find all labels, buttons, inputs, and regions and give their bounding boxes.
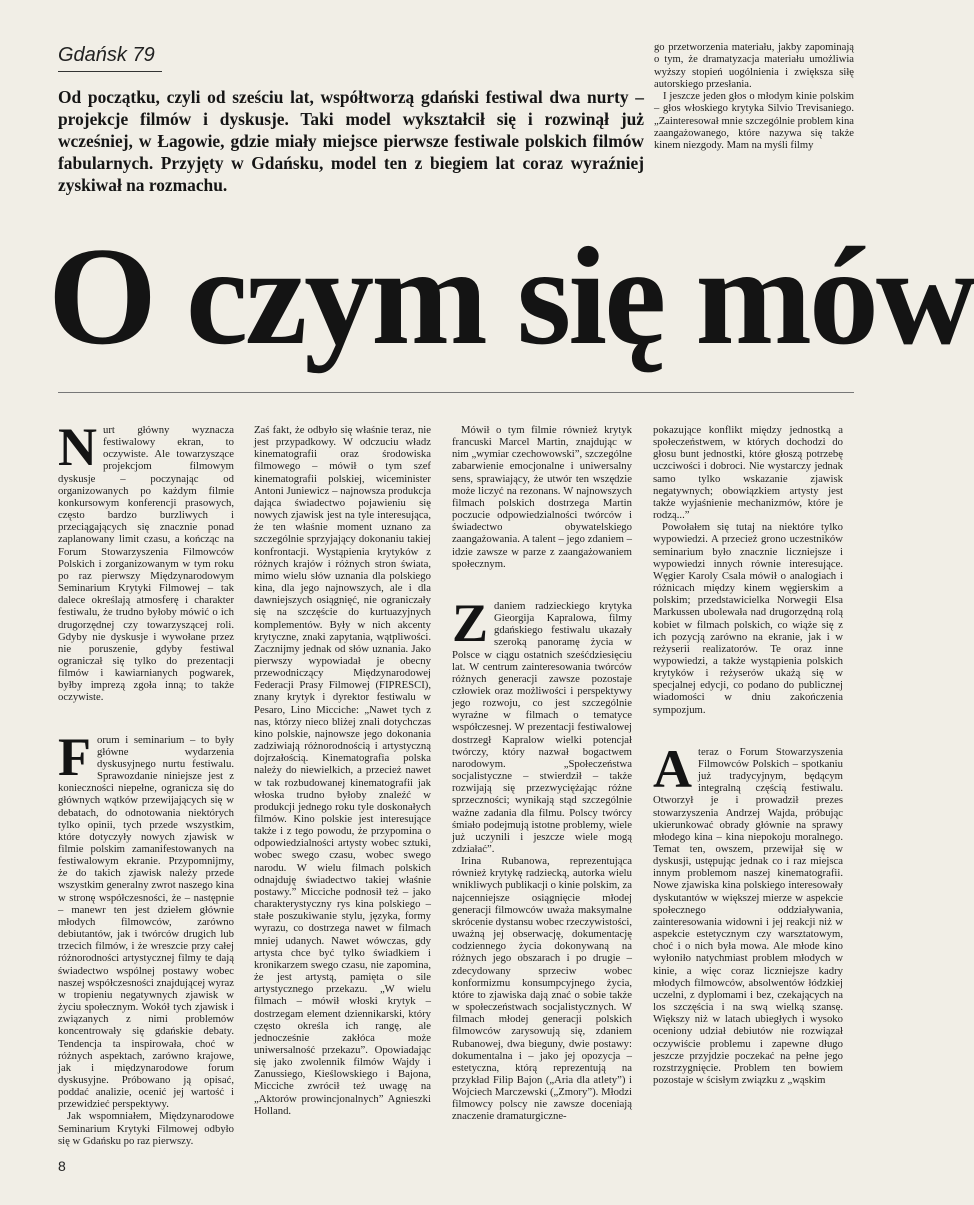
drop-cap: A (653, 738, 692, 799)
paragraph: pokazujące konflikt między jednostką a społeczeństwem, w których dochodzi do głosu bunt jednostki, które głoszą potrzebę uczciwości i dobroci. Nie wystarczy jednak samo tylko wskazanie zjawisk negatywnych; obowiązkiem artysty jest także wyjaśnienie mechanizmów, które je rodzą...” (653, 424, 843, 522)
article-column-4 (653, 424, 843, 1144)
article-column-2 (254, 424, 431, 1144)
paragraph: Jak wspomniałem, Międzynarodowe Seminarium Krytyki Filmowej odbyło się w Gdańsku po raz pierwszy. (58, 1110, 234, 1147)
paragraph: Irina Rubanowa, reprezentująca również krytykę radziecką, autorka wielu wnikliwych publikacji o kinie polskim, za najcenniejsze osiągnięcie młodej generacji filmowców uważa maksymalne skrócenie dystansu wobec rzeczywistości, uważną jej obserwację, dokumentację codziennego życia dokonywaną na różnych jego obszarach i po drugie – zdecydowany sprzeciw wobec konformizmu konsumpcyjnego życia, które to zjawiska dają znać o sobie także w społeczeństwach socjalistycznych. W filmach młodej generacji polskich filmowców zarysowują się, zdaniem Rubanowej, dwa bieguny, dwie postawy: dokumentalna i – jako jej opozycja – estetyczna, którą reprezentują na przykład Filip Bajon („Aria dla atlety”) i Wojciech Marczewski („Zmory”). Młodzi filmowcy polscy nie zawsze doceniają znaczenie dramaturgiczne- (452, 855, 632, 1123)
headline-divider (58, 392, 854, 393)
paragraph: Nurt główny wyznacza festiwalowy ekran, to oczywiste. Ale towarzyszące projekcjom filmowym dyskusje – poczynając od organizowanych po każdym filmie konkursowym konferencji prasowych, często bardzo burzliwych i przeciągających się znacznie ponad zaplanowany limit czasu, a kończąc na Forum Stowarzyszenia Filmowców Polskich i zorganizowanym w tym roku po raz pierwszy Międzynarodowym Seminarium Krytyki Filmowej – tak dalece określają atmosferę i charakter festiwalu, że trudno byłoby mówić o ich drugorzędnej czy towarzyszącej roli. Gdyby nie dyskusje i wywołane przez nie poruszenie, gdyby festiwal ograniczał się tylko do prezentacji filmów i kawiarnianych pogwarek, byłby imprezą zgoła inną; to także oczywiste. (58, 417, 234, 704)
paragraph: Powołałem się tutaj na niektóre tylko wypowiedzi. A przecież grono uczestników seminarium było znacznie liczniejsze i wypowiedzi innych równie interesujące. Węgier Karoly Csala mówił o analogiach i różnicach między kinem węgierskim a polskim; przedstawicielka Norwegii Elsa Markussen ubolewała nad drugorzędną rolą kobiet w filmach polskich, co wiąże się z ich pozycją zarówno na ekranie, jak i w reżyserii realizatorów. Te oraz inne wypowiedzi, a także wystąpienia polskich krytyków i reżyserów ukażą się w specjalnej edycji, co podano do publicznej wiadomości w dniu zakończenia sympozjum. (653, 521, 843, 716)
paragraph: Ateraz o Forum Stowarzyszenia Filmowców Polskich – spotkaniu już tradycyjnym, będącym integralną częścią festiwalu. Otworzył je i prowadził prezes stowarzyszenia Andrzej Wajda, próbując ukierunkować obrady głównie na sprawy młodego kina – kina niepokoju moralnego. Temat ten, owszem, przewijał się w dyskusji, ustępując jednak co i raz miejsca innym problemom naszej kinematografii. Nowe zjawiska kina polskiego interesowały dyskutantów w większej mierze w aspekcie społecznego oddziaływania, zainteresowania widowni i jej reakcji niż w aspekcie estetycznym czy warsztatowym, choć i o nich była mowa. Ale młode kino wyłoniło natychmiast problem młodych w kinie, a więc coraz liczniejsze kadry młodych filmowców, absolwentów łódzkiej uczelni, z dyplomami i bez, czekających na los szczęścia i na swą wielką szansę. Większy niż w latach ubiegłych i wysoko oceniony udział debiutów nie rozwiązał oczywiście problemu i zapewne długo jeszcze przyjdzie poczekać na pełne jego rozstrzygnięcie. Problem ten bowiem pozostaje w ścisłym związku z „wąskim (653, 738, 843, 1086)
section-kicker: Gdańsk 79 (58, 44, 155, 66)
drop-cap: F (58, 726, 91, 787)
top-right-paragraph: I jeszcze jeden głos o młodym kinie polskim – głos włoskiego krytyka Silvio Trevisaniego. „Zainteresował mnie szczególnie problem kina zaangażowanego, które nazywa się także kinem niezgody. Mam na myśli filmy (654, 91, 854, 152)
page-number: 8 (58, 1158, 66, 1174)
lead-paragraph: Od początku, czyli od sześciu lat, współtworzą gdański festiwal dwa nurty – projekcje filmów i dyskusje. Taki model wykształcił się i rozwinął już wcześniej, w Łagowie, gdzie miały miejsce pierwsze festiwale polskich filmów fabularnych. Przyjęty w Gdańsku, model ten z biegiem lat coraz wyraźniej zyskiwał na rozmachu. (58, 87, 644, 195)
article-column-3 (452, 424, 632, 1144)
top-right-column (654, 42, 854, 182)
paragraph: Zdaniem radzieckiego krytyka Gieorgija Kapralowa, filmy gdańskiego festiwalu ukazały szeroką panoramę życia w Polsce w ciągu ostatnich sześćdziesięciu lat. W centrum zainteresowania twórców różnych generacji zawsze pozostaje człowiek oraz możliwości i perspektywy jego rozwoju, co jest szczególnie wyraźne w filmach o tematyce współczesnej. W prezentacji festiwalowej dostrzegł Kapralow wielki potencjał twórczy, który nazwał bogactwem narodowym. „Społeczeństwa socjalistyczne – stwierdził – także rozwijają się przezwyciężając różne sprzeczności; wynikają stąd szczególnie ważne zadania dla filmu. Polscy twórcy śmiało podejmują istotne problemy, wiele już uczynili i jeszcze wiele mogą zdziałać”. (452, 592, 632, 855)
drop-cap: N (58, 417, 97, 477)
paragraph: Zaś fakt, że odbyło się właśnie teraz, nie jest przypadkowy. W odczuciu władz kinematografii oraz środowiska filmowego – mówił o tym szef kinematografii polskiej, wiceminister Antoni Juniewicz – najnowsza produkcja dająca świadectwo pojawieniu się nowych zjawisk jest na tyle interesująca, że ten właśnie moment uznano za szczególnie sprzyjający dokonaniu takiej konfrontacji. Wystąpienia krytyków z różnych krajów i różnych stron świata, mimo wielu słów uznania dla polskiego kina, dla jego najnowszych, ale i dla dawniejszych osiągnięć, nie ograniczały się na szczęście do kurtuazyjnych komplementów. Były w nich akcenty krytyczne, znaki zapytania, wątpliwości. Zacznijmy jednak od słów uznania. Jako pierwszy wypowiadał je obecny przewodniczący Międzynarodowej Federacji Prasy Filmowej (FIPRESCI), znany krytyk i dyrektor festiwalu w Pesaro, Lino Micciche: „Nawet tych z nas, którzy nieco bliżej znali dotychczas kino polskie, najnowsze jego dokonania zadziwiają różnorodnością i artystyczną dojrzałością. Kinematografia polska należy do niewielkich, a przecież nawet w tak rozbudowanej kinematografii jak włoska trudno byłoby znaleźć w produkcji jednego roku tyle doskonałych filmów. Kino polskie jest interesujące także i z tego powodu, że przypomina o odpowiedzialności artysty wobec sztuki, wobec swego czasu, wobec swego narodu. W wielu filmach polskich odnajduję świadectwo takiej właśnie postawy.” Micciche podnosił też – jako charakterystyczny rys kina polskiego – stałe poszukiwanie stylu, języka, formy wyrazu, co dostrzega nawet w filmach mniej udanych. Nawet wówczas, gdy artysta chce być tylko świadkiem i kronikarzem swego czasu, nie zapomina, że jest artystą, pamięta o sile artystycznego przekazu. „W wielu filmach – mówił włoski krytyk – dostrzegam element dziennikarski, który często określa ich rangę, ale jednocześnie zakłóca może uniwersalność przekazu”. Opowiadając się jako zwolennik filmów Wajdy i Zanussiego, Kieślowskiego i Bajona, Micciche zwrócił też uwagę na „Aktorów prowincjonalnych” Agnieszki Holland. (254, 424, 431, 1117)
article-column-1 (58, 417, 234, 1147)
kicker-underline (58, 71, 162, 72)
paragraph: Mówił o tym filmie również krytyk francuski Marcel Martin, znajdując w nim „wymiar czechowowski”, szczególne zabarwienie emocjonalne i uniwersalny sens, sprawiający, że utwór ten wszędzie może liczyć na rezonans. W najnowszych filmach polskich dostrzega Martin poczucie odpowiedzialności twórców i świadectwo obywatelskiego zaangażowania. A talent – jego zdaniem – idzie zawsze w parze z zaangażowaniem społecznym. (452, 424, 632, 570)
paragraph: Forum i seminarium – to były główne wydarzenia dyskusyjnego nurtu festiwalu. Sprawozdanie niniejsze jest z konieczności niepełne, ogranicza się do głównych wątków przewijających się w debatach, do odnotowania niektórych tylko opinii, tych przede wszystkim, które dotyczyły nowych zjawisk w filmie polskim zamanifestowanych na festiwalowym ekranie. Przypomnijmy, że do takich zjawisk należy przede wszystkim generalny zwrot naszego kina w stronę współczesności, że – następnie – manewr ten jest dziełem głównie młodych filmowców, zarówno debiutantów, jak i twórców drugich lub trzecich filmów, i że wreszcie przy całej różnorodności artystycznej filmy te dają świadectwo wspólnej postawy wobec naszej współczesności znajdującej wyraz w tropieniu negatywnych zjawisk w życiu społecznym. Wokół tych zjawisk i związanych z nimi problemów koncentrowały się gdańskie debaty. Tendencja ta inspirowała, choć w różnych aspektach, zarówno krajowe, jak i międzynarodowe forum dyskusyjne. Próbowano ją opisać, poddać analizie, ocenić jej wartość i przewidzieć perspektywy. (58, 726, 234, 1111)
drop-cap: Z (452, 592, 489, 653)
top-right-paragraph: go przetworzenia materiału, jakby zapominają o tym, że dramatyzacja materiału umożliwia wyższy stopień uogólnienia i zwiększa siłę autorskiego przesłania. (654, 42, 854, 90)
headline: O czym się mów (48, 219, 974, 374)
